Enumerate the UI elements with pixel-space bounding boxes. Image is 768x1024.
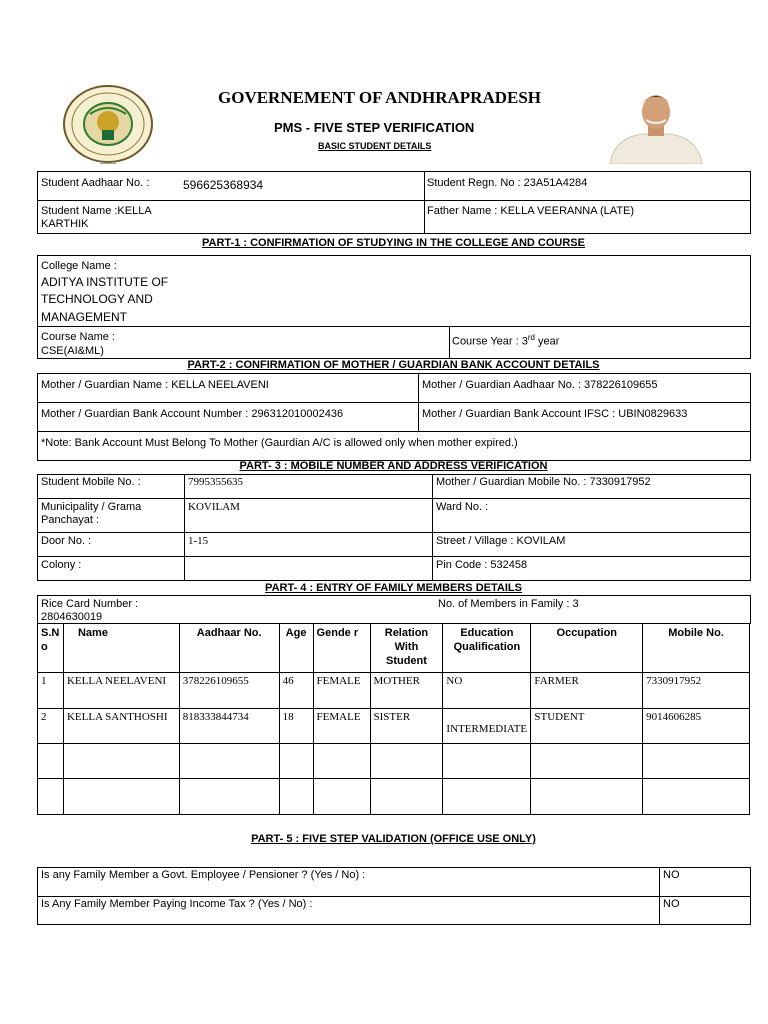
cell-name: KELLA SANTHOSHI xyxy=(63,709,179,744)
municipality-label-line1: Municipality / Grama xyxy=(41,501,142,513)
family-members-table xyxy=(37,623,750,815)
mother-name: Mother / Guardian Name : KELLA NEELAVENI xyxy=(41,379,269,391)
student-regn-no: Student Regn. No : 23A51A4284 xyxy=(427,177,588,189)
rice-card-box xyxy=(37,595,751,624)
door-label: Door No. : xyxy=(41,535,92,547)
part5-title: PART- 5 : FIVE STEP VALIDATION (OFFICE USE ONLY) xyxy=(251,833,536,845)
cell-mobile: 7330917952 xyxy=(643,673,750,709)
student-mobile-label: Student Mobile No. : xyxy=(41,476,141,488)
cell-gender: FEMALE xyxy=(313,709,370,744)
course-year-label: Course Year : 3 xyxy=(452,335,528,348)
bank-note: *Note: Bank Account Must Belong To Mother (Gaurdian A/C is allowed only when mother expired.) xyxy=(41,437,518,449)
door-value: 1-15 xyxy=(188,535,209,547)
student-name-line2: KARTHIK xyxy=(41,218,89,230)
part2-title: PART-2 : CONFIRMATION OF MOTHER / GUARDIAN BANK ACCOUNT DETAILS xyxy=(187,359,600,371)
table-row xyxy=(38,673,750,709)
cell-education: NO xyxy=(443,673,531,709)
svg-text:~~~~: ~~~~ xyxy=(99,161,117,168)
cell-aadhaar: 378226109655 xyxy=(179,673,279,709)
pin-code: Pin Code : 532458 xyxy=(436,559,528,571)
cell-name: KELLA NEELAVENI xyxy=(63,673,179,709)
cell-sno: 2 xyxy=(38,709,64,744)
father-name: Father Name : KELLA VEERANNA (LATE) xyxy=(427,205,635,217)
header-education: Education Qualification xyxy=(443,624,531,673)
colony-label: Colony : xyxy=(41,559,82,571)
header-name: Name xyxy=(63,624,179,673)
header-sno: S.N o xyxy=(38,624,64,673)
student-name-line1: Student Name :KELLA xyxy=(41,205,152,217)
family-table-header xyxy=(38,624,750,673)
student-aadhaar-label: Student Aadhaar No. : xyxy=(41,177,150,189)
table-row xyxy=(38,779,750,815)
govt-employee-answer: NO xyxy=(663,869,680,881)
cell-education: INTERMEDIATE xyxy=(443,709,531,744)
members-count: No. of Members in Family : 3 xyxy=(438,598,579,610)
part4-title: PART- 4 : ENTRY OF FAMILY MEMBERS DETAILS xyxy=(265,582,522,594)
government-seal xyxy=(60,84,156,168)
municipality-value: KOVILAM xyxy=(188,501,240,513)
part3-title: PART- 3 : MOBILE NUMBER AND ADDRESS VERIFICATION xyxy=(239,460,548,472)
mother-mobile: Mother / Guardian Mobile No. : 7330917952 xyxy=(436,476,651,488)
street-village: Street / Village : KOVILAM xyxy=(436,535,566,547)
rice-card-label: Rice Card Number : xyxy=(41,598,139,610)
cell-aadhaar: 818333844734 xyxy=(179,709,279,744)
govt-employee-question: Is any Family Member a Govt. Employee / Pensioner ? (Yes / No) : xyxy=(41,869,366,881)
cell-relation: SISTER xyxy=(370,709,443,744)
course-name-value: CSE(AI&ML) xyxy=(41,345,104,357)
cell-age: 18 xyxy=(279,709,313,744)
college-name-label: College Name : xyxy=(41,260,117,272)
mother-bank-account: Mother / Guardian Bank Account Number : 296312010002436 xyxy=(41,408,344,420)
cell-gender: FEMALE xyxy=(313,673,370,709)
header-occupation: Occupation xyxy=(531,624,643,673)
form-subtitle: PMS - FIVE STEP VERIFICATION xyxy=(274,120,475,135)
part1-title: PART-1 : CONFIRMATION OF STUDYING IN THE COLLEGE AND COURSE xyxy=(202,237,585,249)
rice-card-value: 2804630019 xyxy=(41,611,103,623)
header-gender: Gende r xyxy=(313,624,370,673)
table-row xyxy=(38,744,750,779)
cell-occupation: FARMER xyxy=(531,673,643,709)
cell-occupation: STUDENT xyxy=(531,709,643,744)
official-photo xyxy=(602,86,710,164)
mother-aadhaar: Mother / Guardian Aadhaar No. : 378226109655 xyxy=(422,379,658,391)
section-heading: BASIC STUDENT DETAILS xyxy=(318,141,432,151)
ward-label: Ward No. : xyxy=(436,501,489,513)
college-name-line3: MANAGEMENT xyxy=(41,310,128,324)
cell-age: 46 xyxy=(279,673,313,709)
course-year-suffix: year xyxy=(534,335,560,348)
course-name-label: Course Name : xyxy=(41,331,115,343)
header-mobile: Mobile No. xyxy=(643,624,750,673)
header-relation: Relation With Student xyxy=(370,624,443,673)
municipality-label-line2: Panchayat : xyxy=(41,514,100,526)
income-tax-question: Is Any Family Member Paying Income Tax ? (Yes / No) : xyxy=(41,898,313,910)
part3-box xyxy=(37,474,751,581)
mother-bank-ifsc: Mother / Guardian Bank Account IFSC : UBIN0829633 xyxy=(422,408,688,420)
course-year-ordinal: rd xyxy=(527,333,535,342)
course-year xyxy=(452,331,559,349)
student-aadhaar-value: 596625368934 xyxy=(183,178,264,192)
page-title: GOVERNEMENT OF ANDHRAPRADESH xyxy=(218,88,542,107)
cell-sno: 1 xyxy=(38,673,64,709)
college-name-line1: ADITYA INSTITUTE OF xyxy=(41,275,169,289)
header-aadhaar: Aadhaar No. xyxy=(179,624,279,673)
student-mobile-value: 7995355635 xyxy=(188,476,243,488)
part1-box xyxy=(37,255,751,359)
table-row xyxy=(38,709,750,744)
cell-relation: MOTHER xyxy=(370,673,443,709)
college-name-line2: TECHNOLOGY AND xyxy=(41,292,153,306)
header-age: Age xyxy=(279,624,313,673)
income-tax-answer: NO xyxy=(663,898,680,910)
cell-mobile: 9014606285 xyxy=(643,709,750,744)
